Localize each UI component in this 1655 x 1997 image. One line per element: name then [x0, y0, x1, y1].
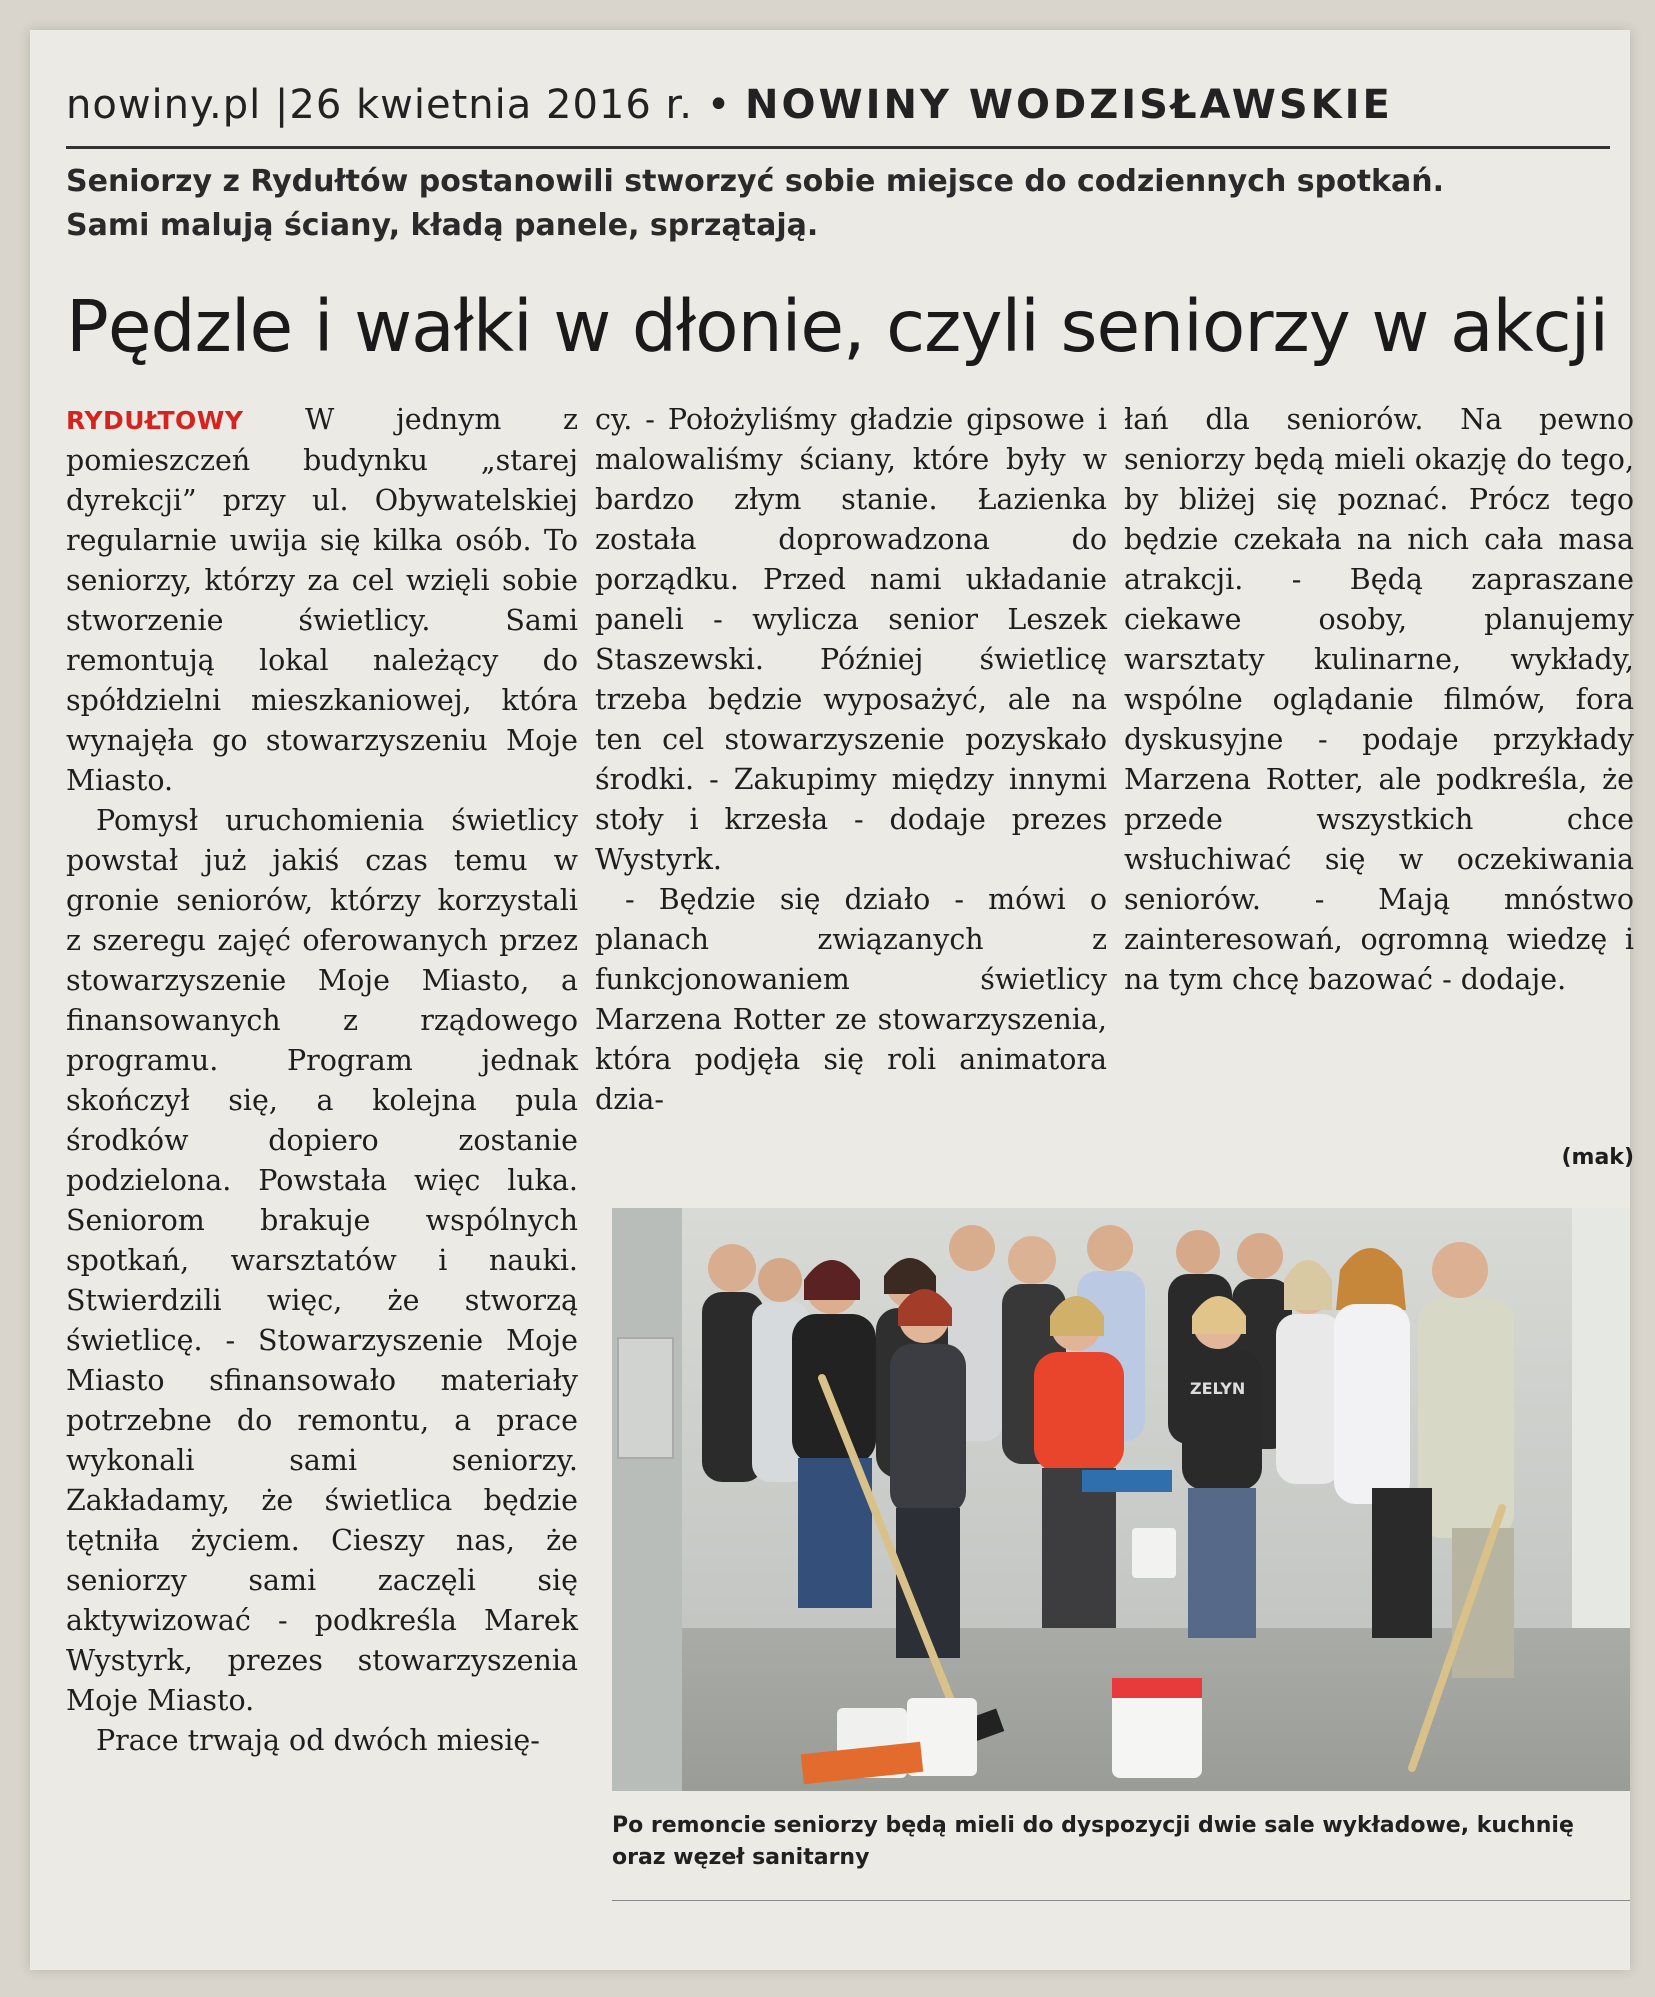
column-2-paragraph-1: cy. - Położyliśmy gładzie gipsowe i malowaliśmy ściany, które były w bardzo złym stanie. Łazienka została doprowadzona do porządku. Przed nami układanie paneli - wylicza senior Leszek Staszewski. Później świetlicę trzeba będzie wyposażyć, ale na ten cel stowarzyszenie pozyskało środki. - Zakupimy między innymi stoły i krzesła - dodaje prezes Wystyrk.	[595, 403, 1107, 876]
masthead-site: nowiny.pl	[66, 82, 262, 128]
article-column-3	[1124, 400, 1634, 1000]
masthead: nowiny.pl |26 kwietnia 2016 r. • NOWINY WODZISŁAWSKIE	[66, 82, 1393, 128]
location-tag: RYDUŁTOWY	[66, 406, 244, 435]
column-1-paragraph-2: Pomysł uruchomienia świetlicy powstał już jakiś czas temu w gronie seniorów, którzy korzystali z szeregu zajęć oferowanych przez stowarzyszenie Moje Miasto, a finansowanych z rządowego programu. Program jednak skończył się, a kolejna pula środków dopiero zostanie podzielona. Powstała więc luka. Seniorom brakuje wspólnych spotkań, warsztatów i nauki. Stwierdzili więc, że stworzą świetlicę. - Stowarzyszenie Moje Miasto sfinansowało materiały potrzebne do remontu, a prace wykonali sami seniorzy. Zakładamy, że świetlica będzie tętniła życiem. Cieszy nas, że seniorzy sami zaczęli się aktywizować - podkreśla Marek Wystyrk, prezes stowarzyszenia Moje Miasto.	[66, 804, 578, 1717]
article-headline: Pędzle i wałki w dłonie, czyli seniorzy w akcji	[66, 285, 1609, 368]
masthead-paper-name: NOWINY WODZISŁAWSKIE	[745, 82, 1393, 128]
group-photo	[612, 1208, 1630, 1791]
masthead-bullet: •	[706, 82, 732, 128]
column-3-paragraph-1: łań dla seniorów. Na pewno seniorzy będą mieli okazję do tego, by bliżej się poznać. Prócz tego będzie czekała na nich cała masa atrakcji. - Będą zapraszane ciekawe osoby, planujemy warsztaty kulinarne, wykłady, wspólne oglądanie filmów, fora dyskusyjne - podaje przykłady Marzena Rotter, ale podkreśla, że przede wszystkich chce wsłuchiwać się w oczekiwania seniorów. - Mają mnóstwo zainteresowań, ogromną wiedzę i na tym chcę bazować - dodaje.	[1124, 403, 1634, 996]
newspaper-page	[30, 30, 1634, 1970]
shirt-print-text: ZELYN	[1190, 1379, 1246, 1398]
author-signature: (mak)	[1561, 1145, 1634, 1170]
paint-tray	[1082, 1470, 1172, 1492]
column-1-paragraph-3: Prace trwają od dwóch miesię-	[96, 1724, 540, 1757]
group-photo-illustration	[612, 1208, 1630, 1791]
article-column-2	[595, 400, 1107, 1120]
article-lead: Seniorzy z Rydułtów postanowili stworzyć sobie miejsce do codziennych spotkań. Sami malują ściany, kładą panele, sprzątają.	[66, 164, 1445, 243]
column-1-paragraph-1	[66, 400, 578, 801]
caption-divider	[612, 1900, 1630, 1901]
masthead-divider	[66, 146, 1610, 149]
masthead-date: 26 kwietnia 2016 r.	[289, 82, 693, 128]
photo-caption: Po remoncie seniorzy będą mieli do dyspozycji dwie sale wykładowe, kuchnię oraz węzeł sanitarny	[612, 1813, 1574, 1870]
column-2-paragraph-2: - Będzie się działo - mówi o planach związanych z funkcjonowaniem świetlicy Marzena Rotter ze stowarzyszenia, która podjęła się roli animatora dzia-	[595, 883, 1107, 1116]
article-column-1	[66, 400, 578, 1761]
column-1-paragraph-1-text: W jednym z pomieszczeń budynku „starej dyrekcji” przy ul. Obywatelskiej regularnie uwija się kilka osób. To seniorzy, którzy za cel wzięli sobie stworzenie świetlicy. Sami remontują lokal należący do spółdzielni mieszkaniowej, która wynajęła go stowarzyszeniu Moje Miasto.	[66, 403, 578, 797]
